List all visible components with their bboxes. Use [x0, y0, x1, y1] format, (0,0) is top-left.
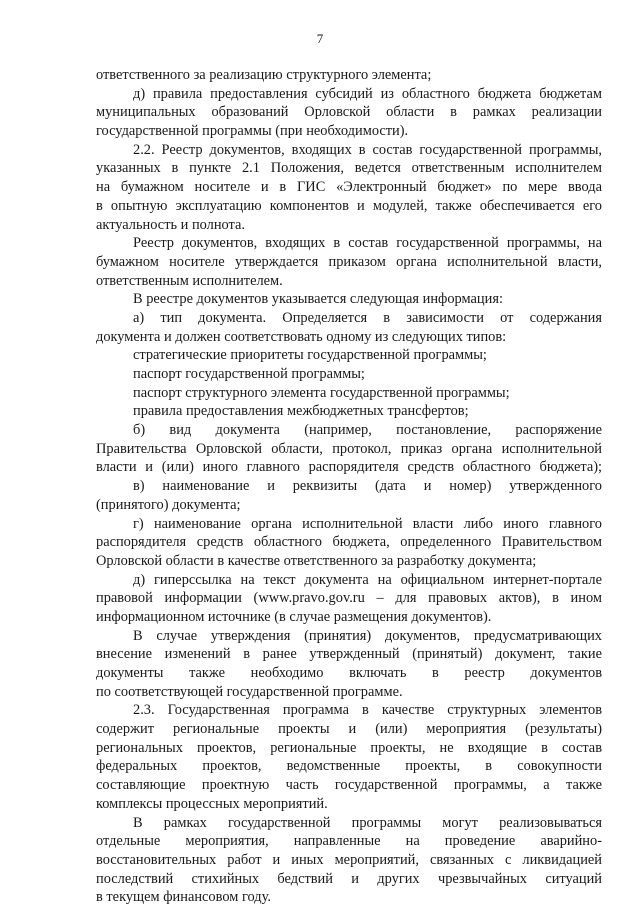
text-line: правовой информации (www.pravo.gov.ru – для правовых актов), в ином [96, 590, 602, 607]
text-line: актуальность и полнота. [96, 216, 245, 233]
text-line: 2.3. Государственная программа в качестве структурных элементов [133, 702, 602, 719]
document-body [96, 66, 602, 907]
text-line: а) тип документа. Определяется в зависимости от содержания [133, 309, 602, 326]
text-line: информационном источнике (в случае размещения документов). [96, 608, 492, 625]
text-line: ответственным исполнителем. [96, 272, 283, 289]
text-line: в) наименование и реквизиты (дата и номер) утвержденного [133, 478, 602, 495]
text-line: региональных проектов, региональные проекты, не входящие в состав [96, 739, 602, 756]
text-line: Орловской области в качестве ответственного за разработку документа; [96, 552, 537, 569]
text-line: ответственного за реализацию структурного элемента; [96, 67, 432, 83]
text-line: федеральных проектов, ведомственные проекты, в совокупности [96, 758, 602, 775]
text-line: в текущем финансовом году. [96, 889, 271, 906]
text-line: д) правила предоставления субсидий из областного бюджета бюджетам [133, 85, 602, 102]
text-line: муниципальных образований Орловской области в рамках реализации [96, 104, 602, 121]
text-line: стратегические приоритеты государственной программы; [133, 347, 487, 364]
text-line: (принятого) документа; [96, 496, 241, 513]
text-line: по соответствующей государственной программе. [96, 683, 403, 700]
text-line: государственной программы (при необходимости). [96, 123, 409, 140]
text-line: д) гиперссылка на текст документа на официальном интернет-портале [133, 571, 602, 588]
text-line: 2.2. Реестр документов, входящих в состав государственной программы, [133, 141, 602, 158]
text-line: В рамках государственной программы могут реализовываться [133, 814, 602, 831]
text-line: паспорт структурного элемента государственной программы; [133, 384, 510, 401]
text-line: внесение изменений в ранее утвержденный (принятый) документ, такие [96, 646, 602, 663]
text-line: власти и (или) иного главного распорядителя средств областного бюджета); [96, 459, 602, 476]
text-line: документа и должен соответствовать одному из следующих типов: [96, 328, 507, 345]
text-line: Реестр документов, входящих в состав государственной программы, на [133, 235, 602, 252]
text-line: указанных в пункте 2.1 Положения, ведется ответственным исполнителем [96, 160, 602, 177]
text-line: на бумажном носителе и в ГИС «Электронный бюджет» по мере ввода [96, 179, 602, 196]
text-line: отдельные мероприятия, направленные на проведение аварийно- [96, 833, 602, 850]
text-line: паспорт государственной программы; [133, 366, 365, 382]
text-line: содержит региональные проекты и (или) мероприятия (результаты) [96, 721, 602, 738]
text-line: комплексы процессных мероприятий. [96, 795, 328, 812]
text-line: бумажном носителе утверждается приказом органа исполнительной власти, [96, 253, 602, 270]
text-line: восстановительных работ и иных мероприятий, связанных с ликвидацией [96, 851, 602, 868]
text-line: распорядителя средств областного бюджета, определенного Правительством [96, 534, 602, 551]
text-line: составляющие проектную часть государственной программы, а также [96, 777, 602, 794]
text-line: последствий стихийных бедствий и других чрезвычайных ситуаций [96, 870, 602, 887]
page-number: 7 [316, 31, 324, 46]
text-line: В случае утверждения (принятия) документов, предусматривающих [133, 627, 602, 644]
text-line: б) вид документа (например, постановление, распоряжение [133, 422, 602, 439]
text-line: в опытную эксплуатацию компонентов и модулей, также обеспечивается его [96, 197, 602, 214]
text-line: правила предоставления межбюджетных трансфертов; [133, 403, 469, 420]
text-line: г) наименование органа исполнительной власти либо иного главного [133, 515, 602, 532]
text-line: В реестре документов указывается следующая информация: [133, 291, 503, 308]
text-line: Правительства Орловской области, протокол, приказ органа исполнительной [96, 440, 602, 457]
text-line: документы также необходимо включать в реестр документов [96, 665, 602, 681]
